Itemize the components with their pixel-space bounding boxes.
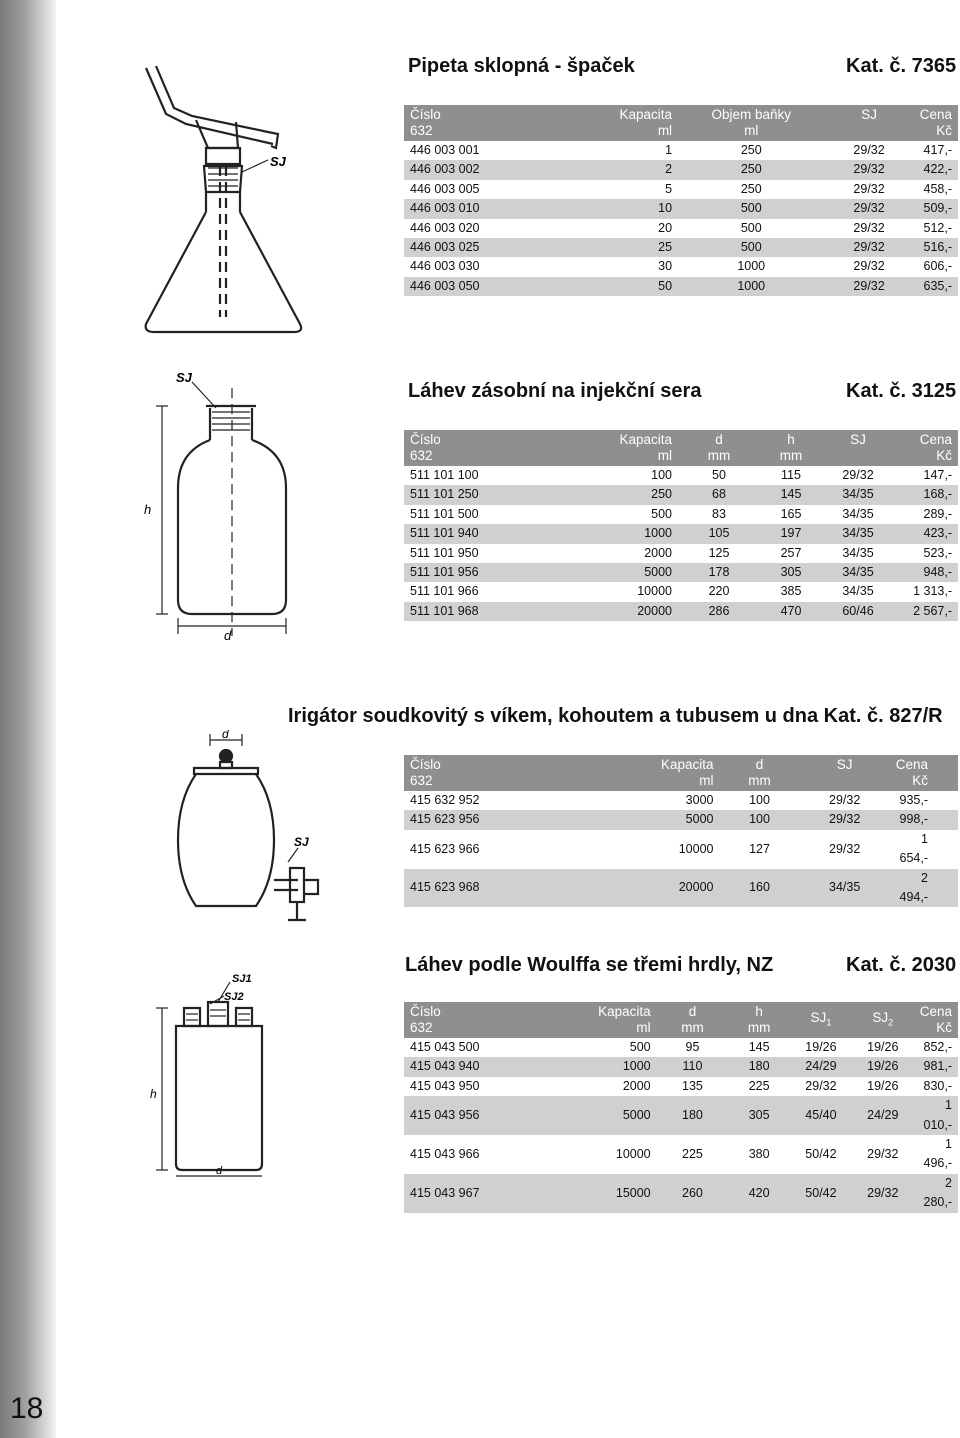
table-row: 415 623 968 20000 160 34/35 2 494,- [404,869,958,908]
table-row: 415 623 956 5000 100 29/32 998,- [404,810,958,829]
figure-label-sj: SJ [294,835,309,849]
table-row: 446 003 050 50 1000 29/32 635,- [404,277,958,296]
irrigator-illustration [170,730,335,930]
section-2-table: Číslo 632 Kapacita ml d mm h mm SJ Cena Kč 511 101 100 100 50 115 29/32 147,- 511 101 250 250 68 145 34/35 168,- 511 101 500 500 83 165 34/35 289,- 511 101 940 1000 105 197 34/35 423,- 511 101 950 2000 125 257 34/35 523,- 511 101 956 5000 178 305 34/35 948,- 511 101 966 10000 220 385 34/35 1 313,- 511 101 968 20000 286 470 60/46 2 567,- [404,430,958,621]
table-row: 511 101 500 500 83 165 34/35 289,- [404,505,958,524]
section-3-title: Irigátor soudkovitý s víkem, kohoutem a tubusem u dna Kat. č. 827/R [288,705,943,727]
page-number: 18 [10,1392,44,1425]
section-1-table: Číslo 632 Kapacita ml Objem baňky ml SJ Cena Kč 446 003 001 1 250 29/32 417,- 446 003 002 2 250 29/32 422,- 446 003 005 5 250 29/32 458,- 446 003 010 10 500 29/32 509,- 446 003 020 20 500 29/32 512,- 446 003 025 25 500 29/32 516,- 446 003 030 30 1000 29/32 606,- 446 003 050 50 1000 29/32 635,- [404,105,958,296]
figure-label-sj2: SJ2 [224,991,244,1003]
table-row: 511 101 966 10000 220 385 34/35 1 313,- [404,582,958,601]
figure-label-d: d [222,730,229,741]
table-row: 511 101 940 1000 105 197 34/35 423,- [404,524,958,543]
table-row: 511 101 968 20000 286 470 60/46 2 567,- [404,602,958,621]
table-row: 415 043 500 500 95 145 19/26 19/26 852,- [404,1038,958,1057]
section-3-catalog: Kat. č. 827/R [823,705,943,727]
figure-label-sj1: SJ1 [232,973,252,985]
section-1-title: Pipeta sklopná - špaček [408,55,635,77]
table-row: 446 003 001 1 250 29/32 417,- [404,141,958,160]
section-1-catalog: Kat. č. 7365 [846,55,957,77]
pipette-flask-illustration [108,62,313,340]
section-4-catalog: Kat. č. 2030 [846,954,957,976]
section-3-table: Číslo 632 Kapacita ml d mm SJ Cena Kč 415 632 952 3000 100 29/32 935,- 415 623 956 5000 100 29/32 998,- 415 623 966 10000 127 29/32 1 654,- 415 623 968 20000 160 34/35 2 494,- [404,755,958,907]
figure-label-h: h [150,1087,157,1101]
table-row: 415 623 966 10000 127 29/32 1 654,- [404,830,958,869]
table-row: 446 003 005 5 250 29/32 458,- [404,180,958,199]
woulff-bottle-illustration [150,968,280,1178]
table-row: 446 003 002 2 250 29/32 422,- [404,160,958,179]
section-4-table: Číslo 632 Kapacita ml d mm h mm $SJ_1$ $SJ_2$ Cena Kč 415 043 500 500 95 145 19/26 19/26 852,- 415 043 940 1000 110 180 24/29 19/26 981,- 415 043 950 2000 135 225 29/32 19/26 830,- 415 043 956 5000 180 305 45/40 24/29 1 010,- 415 043 966 10000 225 380 50/42 29/32 1 496,- 415 043 967 15000 260 420 50/42 29/32 2 280,- [404,1002,958,1213]
reagent-bottle-illustration [140,368,300,648]
table-row: 415 632 952 3000 100 29/32 935,- [404,791,958,810]
table-row: 511 101 950 2000 125 257 34/35 523,- [404,544,958,563]
figure-label-h: h [144,502,152,517]
table-row: 415 043 950 2000 135 225 29/32 19/26 830,- [404,1077,958,1096]
table-row: 415 043 966 10000 225 380 50/42 29/32 1 496,- [404,1135,958,1174]
page-sidebar [0,0,56,1438]
table-row: 446 003 030 30 1000 29/32 606,- [404,257,958,276]
figure-label-sj: SJ [270,154,286,169]
figure-label-d: d [216,1165,223,1177]
section-4-title: Láhev podle Woulffa se třemi hrdly, NZ [405,954,774,976]
table-row: 415 043 967 15000 260 420 50/42 29/32 2 280,- [404,1174,958,1213]
table-row: 446 003 025 25 500 29/32 516,- [404,238,958,257]
table-row: 446 003 010 10 500 29/32 509,- [404,199,958,218]
table-row: 446 003 020 20 500 29/32 512,- [404,219,958,238]
section-2-catalog: Kat. č. 3125 [846,380,957,402]
table-row: 511 101 250 250 68 145 34/35 168,- [404,485,958,504]
figure-label-d: d [224,628,232,643]
table-row: 511 101 956 5000 178 305 34/35 948,- [404,563,958,582]
section-2-title: Láhev zásobní na injekční sera [408,380,702,402]
figure-label-sj: SJ [176,370,192,385]
table-row: 511 101 100 100 50 115 29/32 147,- [404,466,958,485]
table-row: 415 043 956 5000 180 305 45/40 24/29 1 010,- [404,1096,958,1135]
table-row: 415 043 940 1000 110 180 24/29 19/26 981,- [404,1057,958,1076]
